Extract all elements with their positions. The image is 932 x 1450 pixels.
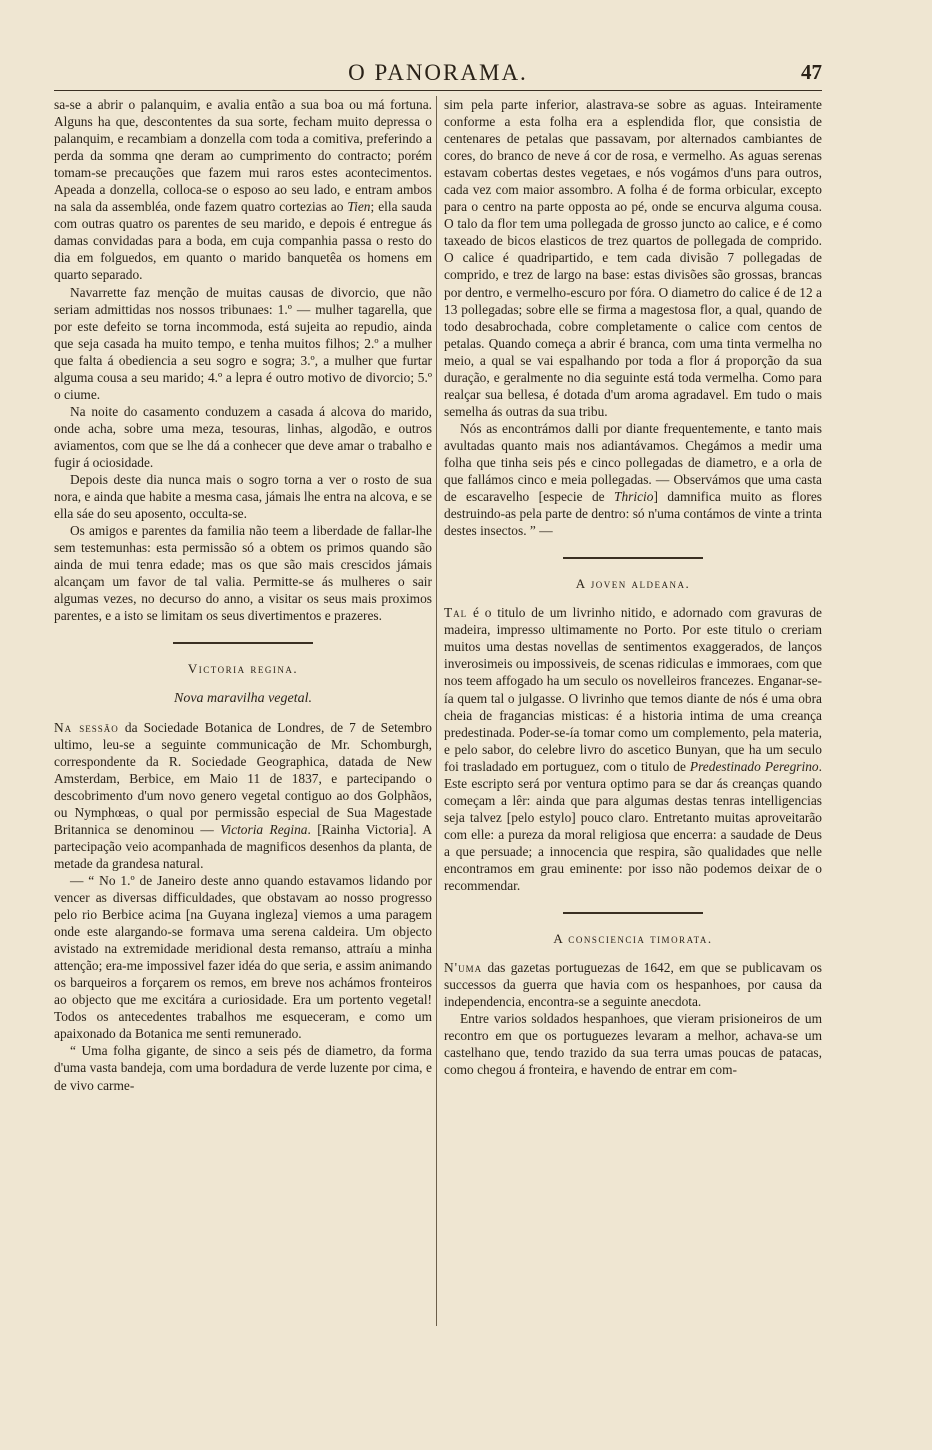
paragraph: N'uma das gazetas portuguezas de 1642, em que se publicavam os successos da guerra que havia com os hespanhoes, por causa da independencia, encontra-se a seguinte anecdota. bbox=[444, 960, 822, 1010]
emphasis: Predestinado Peregrino bbox=[689, 758, 819, 774]
page-header bbox=[54, 56, 822, 91]
lead-in: Na sessão bbox=[54, 719, 119, 735]
article-heading: A consciencia timorata. bbox=[553, 931, 713, 947]
paragraph: Depois deste dia nunca mais o sogro torna a ver o rosto de sua nora, e ainda que habite a mesma casa, jámais lhe entra na alcova, e se ella sáe do seu aposento, occulta-se. bbox=[54, 472, 432, 522]
paragraph: “ Uma folha gigante, de sinco a seis pés de diametro, da forma d'uma vasta bandeja, com uma bordadura de verde luzente por cima, e de vivo carme- bbox=[54, 1043, 432, 1093]
left-column bbox=[54, 96, 432, 1426]
article-subheading: Nova maravilha vegetal. bbox=[173, 690, 313, 706]
page-number: 47 bbox=[801, 60, 822, 84]
paragraph: Nós as encontrámos dalli por diante frequentemente, e tanto mais avultadas quanto mais nos adiantávamos. Chegámos a medir uma folha que tinha seis pés e cinco pollegadas de diametro, e a orla de que fallámos cinco e meia pollegadas. — Observámos que uma casta de escaravelho [especie de Thricio] damnifica muito as flores destruindo-as pela parte de dentro: só n'uma contámos de vinte a trinta destes insectos. ” — bbox=[444, 420, 822, 539]
lead-in: Tal bbox=[444, 605, 468, 621]
emphasis: Victoria Regina bbox=[220, 821, 308, 837]
emphasis: Thricio bbox=[614, 489, 654, 505]
paragraph: Na sessão da Sociedade Botanica de Londres, de 7 de Setembro ultimo, leu-se a seguinte communicação de Mr. Schomburgh, correspondente da R. Sociedade Geographica, datada de New Amsterdam, Berbice, em Maio 11 de 1837, e partecipando o descobrimento d'um novo genero vegetal contiguo ao dos Golphãos, ou Nymphœas, o qual por permissão especial de Sua Magestade Britannica se denominou — Victoria Regina. [Rainha Victoria]. A partecipação veio acompanhada de magnificos desenhos da planta, de metade da grandesa natural. bbox=[54, 719, 432, 871]
emphasis: Tien bbox=[347, 199, 371, 215]
section-rule bbox=[173, 642, 313, 644]
running-title: O PANORAMA. bbox=[348, 60, 528, 85]
article-heading: A joven aldeana. bbox=[575, 576, 691, 592]
paragraph: Tal é o titulo de um livrinho nitido, e adornado com gravuras de madeira, impresso ultimamente no Porto. Por este titulo o creriam muitos uma destas novellas de sentimentos exaggerados, de lanços inverosimeis ou impossiveis, de scenas ridiculas e immoraes, com que nos teem affogado ha um seculo os novelleiros francezes. Enganar-se-ía quem tal o julgasse. O livrinho que temos diante de nós é uma obra cheia de fragancias misticas: é a historia intima de uma creança predestinada. Poder-se-ía tomar como um complemento, pela materia, e pelo sabor, do celebre livro do ascetico Bunyan, que ha um seculo foi trasladado em portuguez, com o titulo de Predestinado Peregrino. Este escripto será por ventura optimo para se dar ás creanças quando começam a lêr: ainda que para algumas destas tenras intelligencias seja talvez [pelo estylo] pouco claro. Entretanto muitas aproveitarão com elle: a pureza da moral religiosa que encerra: a saudade de Deus a que persuade; a innocencia que respira, são qualidades que nelle encontramos em grau eminente: por isso não podemos deixar de o recommendar. bbox=[444, 605, 822, 894]
article-heading: Victoria regina. bbox=[187, 661, 299, 677]
paragraph: Navarrette faz menção de muitas causas de divorcio, que não seriam admittidas nos nossos tribunaes: 1.º — mulher tagarella, que por este defeito se torna incommoda, está sujeita ao repudio, ainda que seja casada ha muito tempo, e tenha muitos filhos; 2.º a mulher que falta á obediencia a seu sogro e sogra; 3.º, a mulher que furtar alguma cousa a seu marido; 4.º a lepra é outro motivo de divorcio; 5.º o ciume. bbox=[54, 284, 432, 402]
paragraph: Os amigos e parentes da familia não teem a liberdade de fallar-lhe sem testemunhas: esta permissão só a obtem os primos quando são ainda de mui tenra edade; mas os que são mais crescidos jámais alcançam um favor de tal valia. Permitte-se ás mulheres o sair algumas vezes, no decurso do anno, a visitar os seus mais proximos parentes, e a isto se limitam os seus divertimentos e prazeres. bbox=[54, 523, 432, 624]
section-rule bbox=[563, 912, 703, 914]
paragraph: sa-se a abrir o palanquim, e avalia então a sua boa ou má fortuna. Alguns ha que, descontentes da sua sorte, fecham muito depressa o palanquim, e recambiam a donzella com toda a comitiva, preferindo a perda da somma qne deram ao cumprimento do contracto; porém tomam-se precauções que fazem mui raros estes acontecimentos. Apeada a donzella, colloca-se o esposo ao seu lado, e entram ambos na sala da assembléa, onde fazem quatro cortezias ao Tien; ella sauda com outras quatro os parentes de seu marido, e depois é entregue ás damas convidadas para a boda, em cuja companhia passa o resto do dia em folguedos, em quanto o marido banquetêa os homens em quarto separado. bbox=[54, 97, 432, 283]
right-column bbox=[444, 96, 822, 1426]
section-rule bbox=[563, 557, 703, 559]
paragraph: Entre varios soldados hespanhoes, que vieram prisioneiros de um recontro em que os portuguezes levaram a melhor, achava-se um castelhano que, tendo trazido da sua terra umas poucas de patacas, como chegou á fronteira, e havendo de entrar em com- bbox=[444, 1011, 822, 1078]
paragraph: sim pela parte inferior, alastrava-se sobre as aguas. Inteiramente conforme a esta folha era a esplendida flor, que consistia de centenares de petalas que passavam, por alternados cambiantes de cores, do branco de neve á cor de rosa, e vermelho. As aguas serenas estavam cobertas destes vegetaes, e nós vogámos d'uns para outros, cada vez com maior assombro. A folha é de forma orbicular, excepto para o centro na parte opposta ao pé, onde se encurva alguma cousa. O talo da flor tem uma pollegada de grosso juncto ao calice, e é como taxeado de bicos elasticos de trez quartos de pollegada de comprido. O calice é quadripartido, e tem cada divisão 7 pollegadas de comprido, e trez de largo na base: estas divisões são grossas, brancas por dentro, e vermelho-escuro por fóra. O diametro do calice é de 12 a 13 pollegadas; sobre elle se firma a magestosa flor, a qual, quando de todo desabrochada, cobre completamente o calice com centos de petalas. Quando começa a abrir é branca, com uma tinta vermelha no meio, a qual se vai espalhando por toda a flor á proporção da sua duração, e geralmente no dia seguinte está toda vermelha. Como para realçar sua bellesa, é dotada d'um aroma agradavel. Em tudo o mais semelha ás outras da sua tribu. bbox=[444, 97, 822, 419]
paragraph: — “ No 1.º de Janeiro deste anno quando estavamos lidando por vencer as diversas difficuldades, que obstavam ao nosso progresso pelo rio Berbice acima [na Guyana ingleza] viemos a uma paragem onde este alargando-se formava uma serena caldeira. Um objecto avistado na extremidade meridional desta remanso, attraíu a minha attenção; era-me impossivel fazer idéa do que seria, e assim animando os barqueiros a forçarem os remos, em breve nos achámos fronteiros ao objecto que me excitára a curiosidade. Era um portento vegetal! Todos os antecedentes trabalhos me esqueceram, e como um apaixonado da Botanica me senti remunerado. bbox=[54, 872, 432, 1042]
paragraph: Na noite do casamento conduzem a casada á alcova do marido, onde acha, sobre uma meza, tesouras, linhas, algodão, e outros aviamentos, com que se lhe dá a conhecer que deve amar o trabalho e fugir á ociosidade. bbox=[54, 403, 432, 470]
column-divider bbox=[436, 96, 437, 1326]
lead-in: N'uma bbox=[444, 960, 483, 976]
